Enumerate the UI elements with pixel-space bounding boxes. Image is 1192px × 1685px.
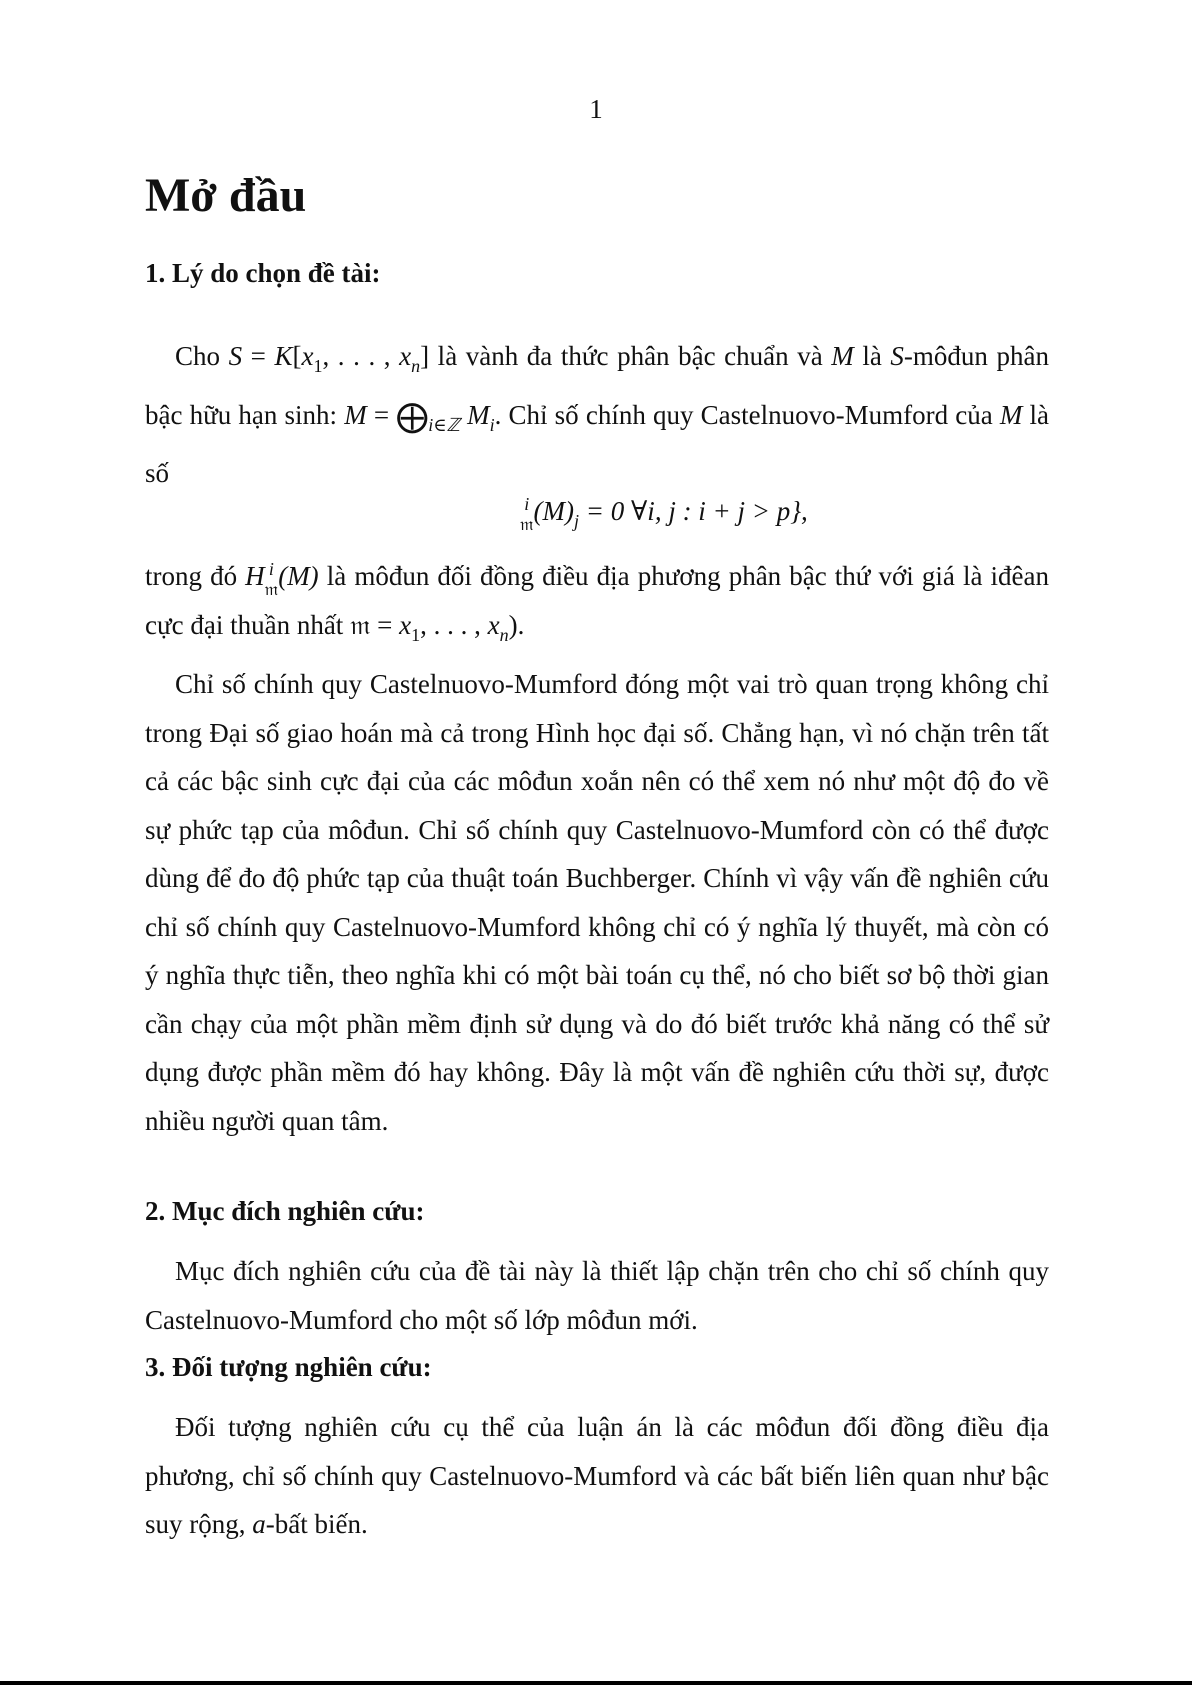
after-formula-paragraph: trong đó H i 𝔪 (M) là môđun đối đồng điều địa phương phân bậc thứ với giá là iđêan cực đại thuần nhất 𝔪 = $x_1$, . . . , $x_n$). [145,558,1049,645]
chapter-title: Mở đầu [145,169,307,222]
section-heading-purpose: 2. Mục đích nghiên cứu: [145,1196,425,1226]
page-bottom-rule [0,1681,1192,1685]
section-heading-object: 3. Đối tượng nghiên cứu: [145,1352,432,1382]
object-paragraph: Đối tượng nghiên cứu cụ thể của luận án là các môđun đối đồng điều địa phương, chỉ số chính quy Castelnuovo-Mumford và các bất biến liên quan như bậc suy rộng, a-bất biến. [145,1412,1049,1539]
importance-paragraph: Chỉ số chính quy Castelnuovo-Mumford đóng một vai trò quan trọng không chỉ trong Đại số giao hoán mà cả trong Hình học đại số. Chẳng hạn, vì nó chặn trên tất cả các bậc sinh cực đại của các môđun xoắn nên có thể xem nó như một độ đo về sự phức tạp của môđun. Chỉ số chính quy Castelnuovo-Mumford còn có thể được dùng để đo độ phức tạp của thuật toán Buchberger. Chính vì vậy vấn đề nghiên cứu chỉ số chính quy Castelnuovo-Mumford không chỉ có ý nghĩa lý thuyết, mà còn có ý nghĩa thực tiễn, theo nghĩa khi có một bài toán cụ thể, nó cho biết sơ bộ thời gian cần chạy của một phần mềm định sử dụng và do đó biết trước khả năng có thể sử dụng được phần mềm đó hay không. Đây là một vấn đề nghiên cứu thời sự, được nhiều người quan tâm. [145,669,1049,1136]
page-number: 1 [589,94,603,124]
intro-paragraph: Cho $S = K[x_1$, . . . , $x_n$] là vành đa thức phân bậc chuẩn và M là S-môđun phân bậc hữu hạn sinh: $M = ⨁_{i\in ℤ}$ $M_i$. Chỉ số chính quy Castelnuovo-Mumford của M là số [145,341,1049,488]
regularity-formula: i 𝔪 $(M)_j = 0$ ∀i, j : i + j > p}, [520,494,808,534]
purpose-paragraph: Mục đích nghiên cứu của đề tài này là thiết lập chặn trên cho chỉ số chính quy Castelnuovo-Mumford cho một số lớp môđun mới. [145,1256,1049,1335]
section-heading-reason: 1. Lý do chọn đề tài: [145,258,381,288]
